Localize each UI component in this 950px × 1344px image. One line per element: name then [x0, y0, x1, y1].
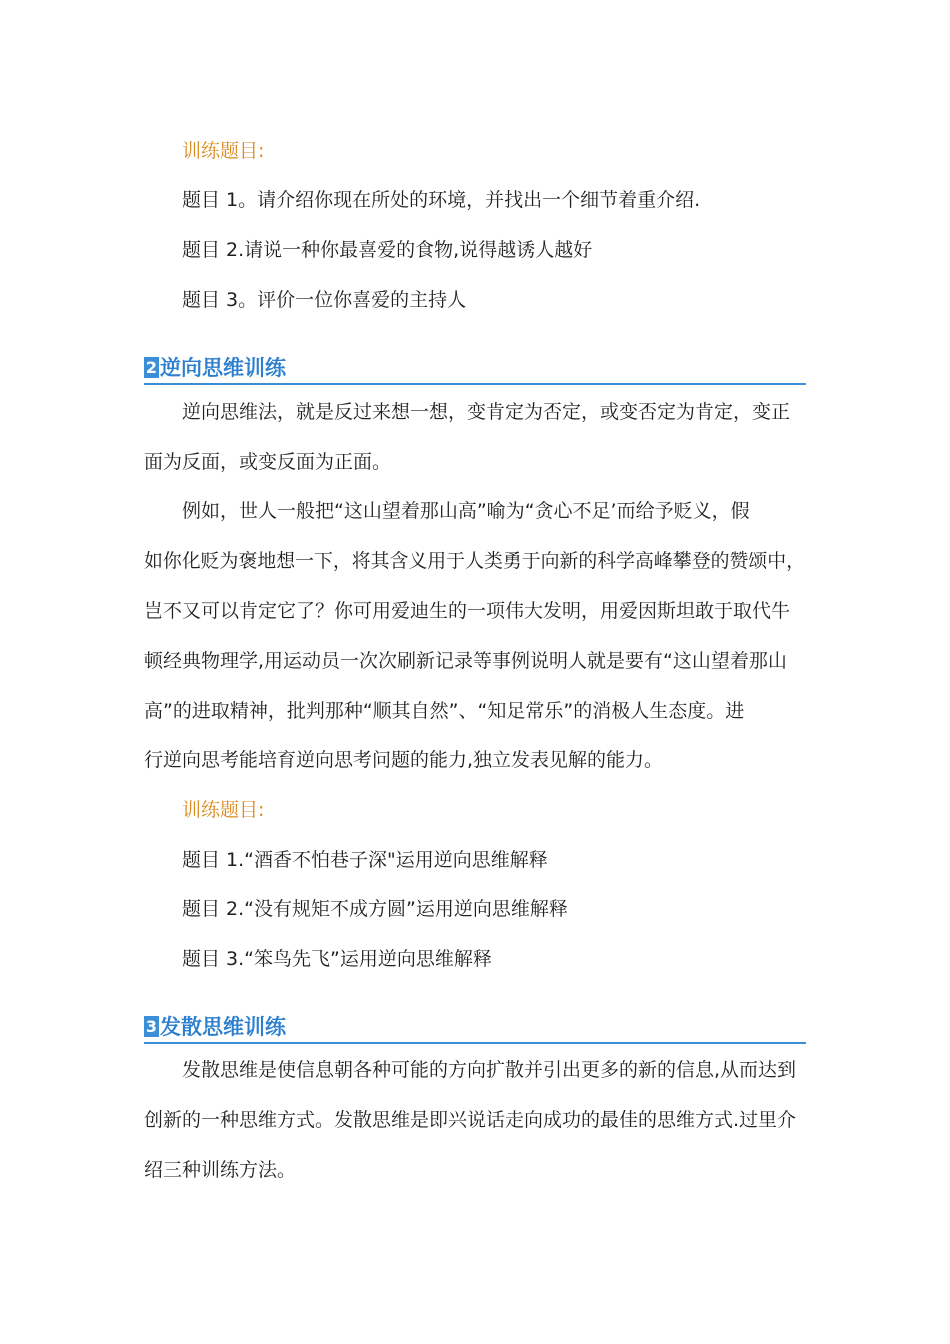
paragraph-line: 如你化贬为褒地想一下，将其含义用于人类勇于向新的科学高峰攀登的赞颂中， [144, 550, 806, 572]
section-heading-divergent-thinking [144, 1013, 806, 1043]
section-title: 发散思维训练 [160, 1015, 286, 1039]
topic-2-2: 题目 2.“没有规矩不成方圆”运用逆向思维解释 [182, 898, 568, 920]
section-heading-reverse-thinking [144, 354, 806, 384]
training-label-2: 训练题目: [182, 799, 265, 821]
heading-underline [144, 383, 806, 385]
paragraph-line: 发散思维是使信息朝各种可能的方向扩散并引出更多的新的信息,从而达到 [182, 1059, 797, 1081]
paragraph-line: 逆向思维法，就是反过来想一想，变肯定为否定，或变否定为肯定，变正 [182, 401, 791, 423]
paragraph-line: 顿经典物理学,用运动员一次次刷新记录等事例说明人就是要有“这山望着那山 [144, 650, 787, 672]
topic-1-3: 题目 3。评价一位你喜爱的主持人 [182, 289, 467, 311]
topic-1-1: 题目 1。请介绍你现在所处的环境，并找出一个细节着重介绍. [182, 189, 701, 211]
topic-1-2: 题目 2.请说一种你最喜爱的食物,说得越诱人越好 [182, 239, 593, 261]
heading-underline [144, 1042, 806, 1044]
section-number-badge: 2 [145, 358, 158, 377]
paragraph-line: 面为反面，或变反面为正面。 [144, 451, 392, 473]
topic-2-1: 题目 1.“酒香不怕巷子深"运用逆向思维解释 [182, 849, 548, 871]
paragraph-line: 高”的进取精神，批判那种“顺其自然”、“知足常乐”的消极人生态度。进 [144, 700, 745, 722]
paragraph-line: 岂不又可以肯定它了？你可用爱迪生的一项伟大发明，用爱因斯坦敢于取代牛 [144, 600, 791, 622]
section-number-badge: 3 [145, 1017, 158, 1036]
topic-2-3: 题目 3.“笨鸟先飞”运用逆向思维解释 [182, 948, 492, 970]
training-label-1: 训练题目: [182, 140, 265, 162]
paragraph-line: 创新的一种思维方式。发散思维是即兴说话走向成功的最佳的思维方式.过里介 [144, 1109, 797, 1131]
paragraph-line: 例如，世人一般把“这山望着那山高”喻为“贪心不足’而给予贬义，假 [182, 500, 750, 522]
paragraph-line: 绍三种训练方法。 [144, 1159, 297, 1181]
section-title: 逆向思维训练 [160, 356, 286, 380]
paragraph-line: 行逆向思考能培育逆向思考问题的能力,独立发表见解的能力。 [144, 749, 664, 771]
